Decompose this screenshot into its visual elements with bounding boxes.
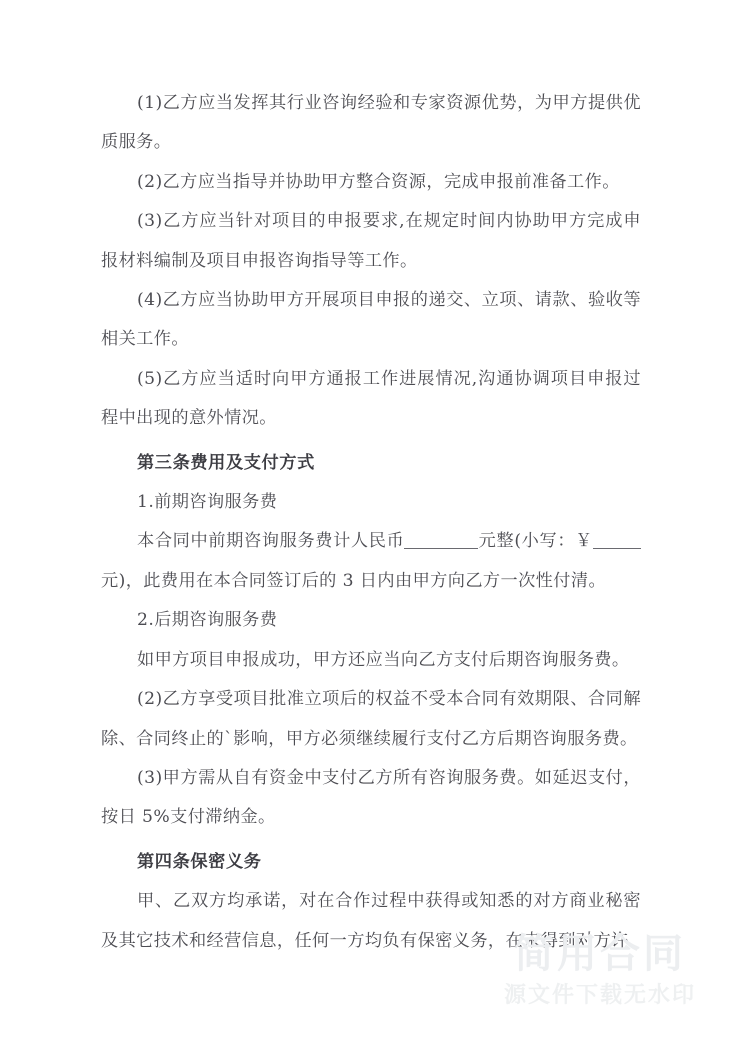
clause-item-5: (5)乙方应当适时向甲方通报工作进展情况,沟通协调项目申报过程中出现的意外情况。 bbox=[101, 368, 641, 429]
clause-4-heading: 第四条保密义务 bbox=[137, 851, 262, 872]
document-text-column bbox=[101, 84, 641, 961]
clause-3-sub2-item-3: (3)甲方需从自有资金中支付乙方所有咨询服务费。如延迟支付，按日 5%支付滞纳金。 bbox=[101, 767, 641, 828]
clause-4-paragraph: 甲、乙双方均承诺，对在合作过程中获得或知悉的对方商业秘密及其它技术和经营信息，任何一方均负有保密义务，在未得到对方许 bbox=[101, 891, 641, 951]
clause-item-2: (2)乙方应当指导并协助甲方整合资源，完成申报前准备工作。 bbox=[137, 171, 620, 192]
clause-3-sub2-item-1: 如甲方项目申报成功，甲方还应当向乙方支付后期咨询服务费。 bbox=[137, 649, 630, 670]
amount-blank-uppercase[interactable] bbox=[404, 534, 478, 549]
clause-3-sub2-item-2: (2)乙方享受项目批准立项后的权益不受本合同有效期限、合同解除、合同终止的`影响，甲方必须继续履行支付乙方后期咨询服务费。 bbox=[101, 689, 641, 749]
clause-3-sub2-title: 2.后期咨询服务费 bbox=[137, 610, 278, 631]
clause-3-sub1-amount-line bbox=[101, 522, 641, 601]
amount-blank-numeric[interactable] bbox=[593, 534, 641, 549]
clause-item-4: (4)乙方应当协助甲方开展项目申报的递交、立项、请款、验收等相关工作。 bbox=[101, 290, 641, 350]
amount-text-after-blank: 元)，此费用在本合同签订后的 3 日内由甲方向乙方一次性付清。 bbox=[101, 570, 607, 591]
amount-text-before-blank: 本合同中前期咨询服务费计人民币 bbox=[137, 531, 405, 552]
clause-item-1: (1)乙方应当发挥其行业咨询经验和专家资源优势，为甲方提供优质服务。 bbox=[101, 93, 641, 153]
clause-item-3: (3)乙方应当针对项目的申报要求,在规定时间内协助甲方完成申报材料编制及项目申报咨询指导等工作。 bbox=[101, 211, 641, 271]
watermark-tagline-text: 源文件下载无水印 bbox=[503, 983, 696, 1008]
amount-text-between-blanks: 元整(小写：￥ bbox=[478, 531, 593, 552]
clause-3-heading: 第三条费用及支付方式 bbox=[137, 452, 315, 473]
clause-3-sub1-title: 1.前期咨询服务费 bbox=[137, 492, 278, 513]
watermark-logo-text: 简用合同 bbox=[514, 931, 686, 977]
